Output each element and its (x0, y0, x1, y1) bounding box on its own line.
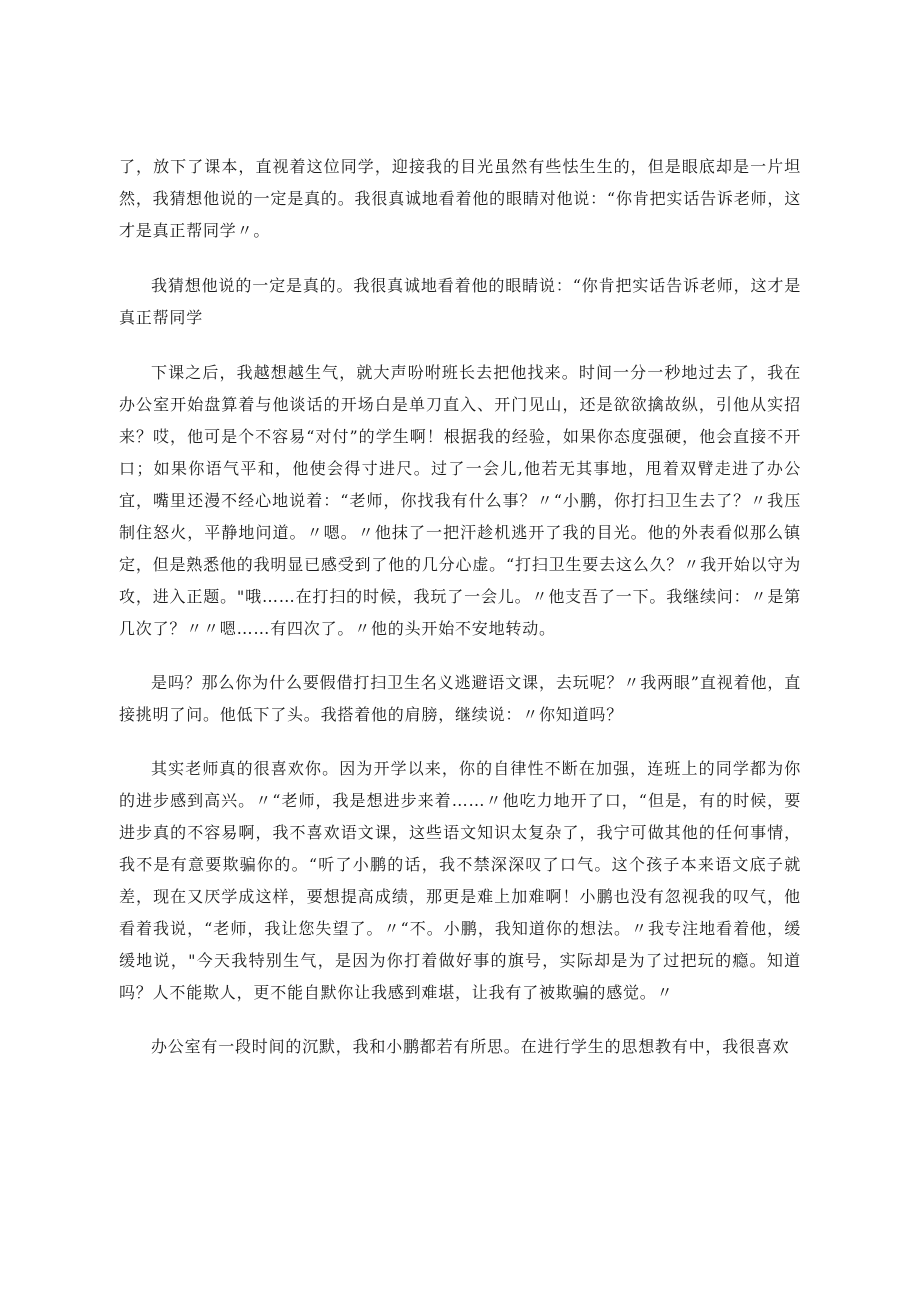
paragraph-3: 下课之后，我越想越生气，就大声吩咐班长去把他找来。时间一分一秒地过去了，我在办公室开始盘算着与他谈话的开场白是单刀直入、开门见山，还是欲欲擒故纵，引他从实招来？哎，他可是个不容易“对付”的学生啊！根据我的经验，如果你态度强硬，他会直接不开口；如果你语气平和，他使会得寸进尺。过了一会儿,他若无其事地，甩着双臂走进了办公宜，嘴里还漫不经心地说着：“老师，你找我有什么事？〃“小鹏，你打扫卫生去了？〃我压制住怒火，平静地问道。〃嗯。〃他抹了一把汗趁机逃开了我的目光。他的外表看似那么镇定，但是熟悉他的我明显已感受到了他的几分心虚。“打扫卫生要去这么久？〃我开始以守为攻，进入正题。"哦……在打扫的时候，我玩了一会儿。〃他支吾了一下。我继续问：〃是第几次了？〃〃嗯……有四次了。〃他的头开始不安地转动。 (119, 363, 801, 638)
paragraph-5: 其实老师真的很喜欢你。因为开学以来，你的自律性不断在加强，连班上的同学都为你的进步感到高兴。〃“老师，我是想进步来着……〃他吃力地开了口，“但是，有的时候，要进步真的不容易啊，我不喜欢语文课，这些语文知识太复杂了，我宁可做其他的任何事情，我不是有意要欺骗你的。“听了小鹏的话，我不禁深深叹了口气。这个孩子本来语文底子就差，现在又厌学成这样，要想提高成绩，那更是难上加难啊！小鹏也没有忽视我的叹气，他看着我说，“老师，我让您失望了。〃“不。小鹏，我知道你的想法。〃我专注地看着他，缓缓地说，"今天我特别生气，是因为你打着做好事的旗号，实际却是为了过把玩的瘾。知道吗？人不能欺人，更不能自默你让我感到难堪，让我有了被欺骗的感觉。〃 (119, 759, 801, 1002)
paragraph-4: 是吗？那么你为什么要假借打扫卫生名义逃避语文课，去玩呢？〃我两眼”直视着他，直接挑明了问。他低下了头。我搭着他的肩膀，继续说：〃你知道吗？ (119, 673, 801, 724)
paragraph-1: 了，放下了课本，直视着这位同学，迎接我的目光虽然有些怯生生的，但是眼底却是一片坦然，我猜想他说的一定是真的。我很真诚地看着他的眼睛对他说：“你肯把实话告诉老师，这才是真正帮同学〃。 (119, 157, 801, 240)
document-body (119, 151, 801, 1063)
paragraph-2: 我猜想他说的一定是真的。我很真诚地看着他的眼睛说：“你肯把实话告诉老师，这才是真正帮同学 (119, 276, 801, 327)
paragraph-6: 办公室有一段时间的沉默，我和小鹏都若有所思。在进行学生的思想教有中，我很喜欢 (151, 1037, 790, 1056)
